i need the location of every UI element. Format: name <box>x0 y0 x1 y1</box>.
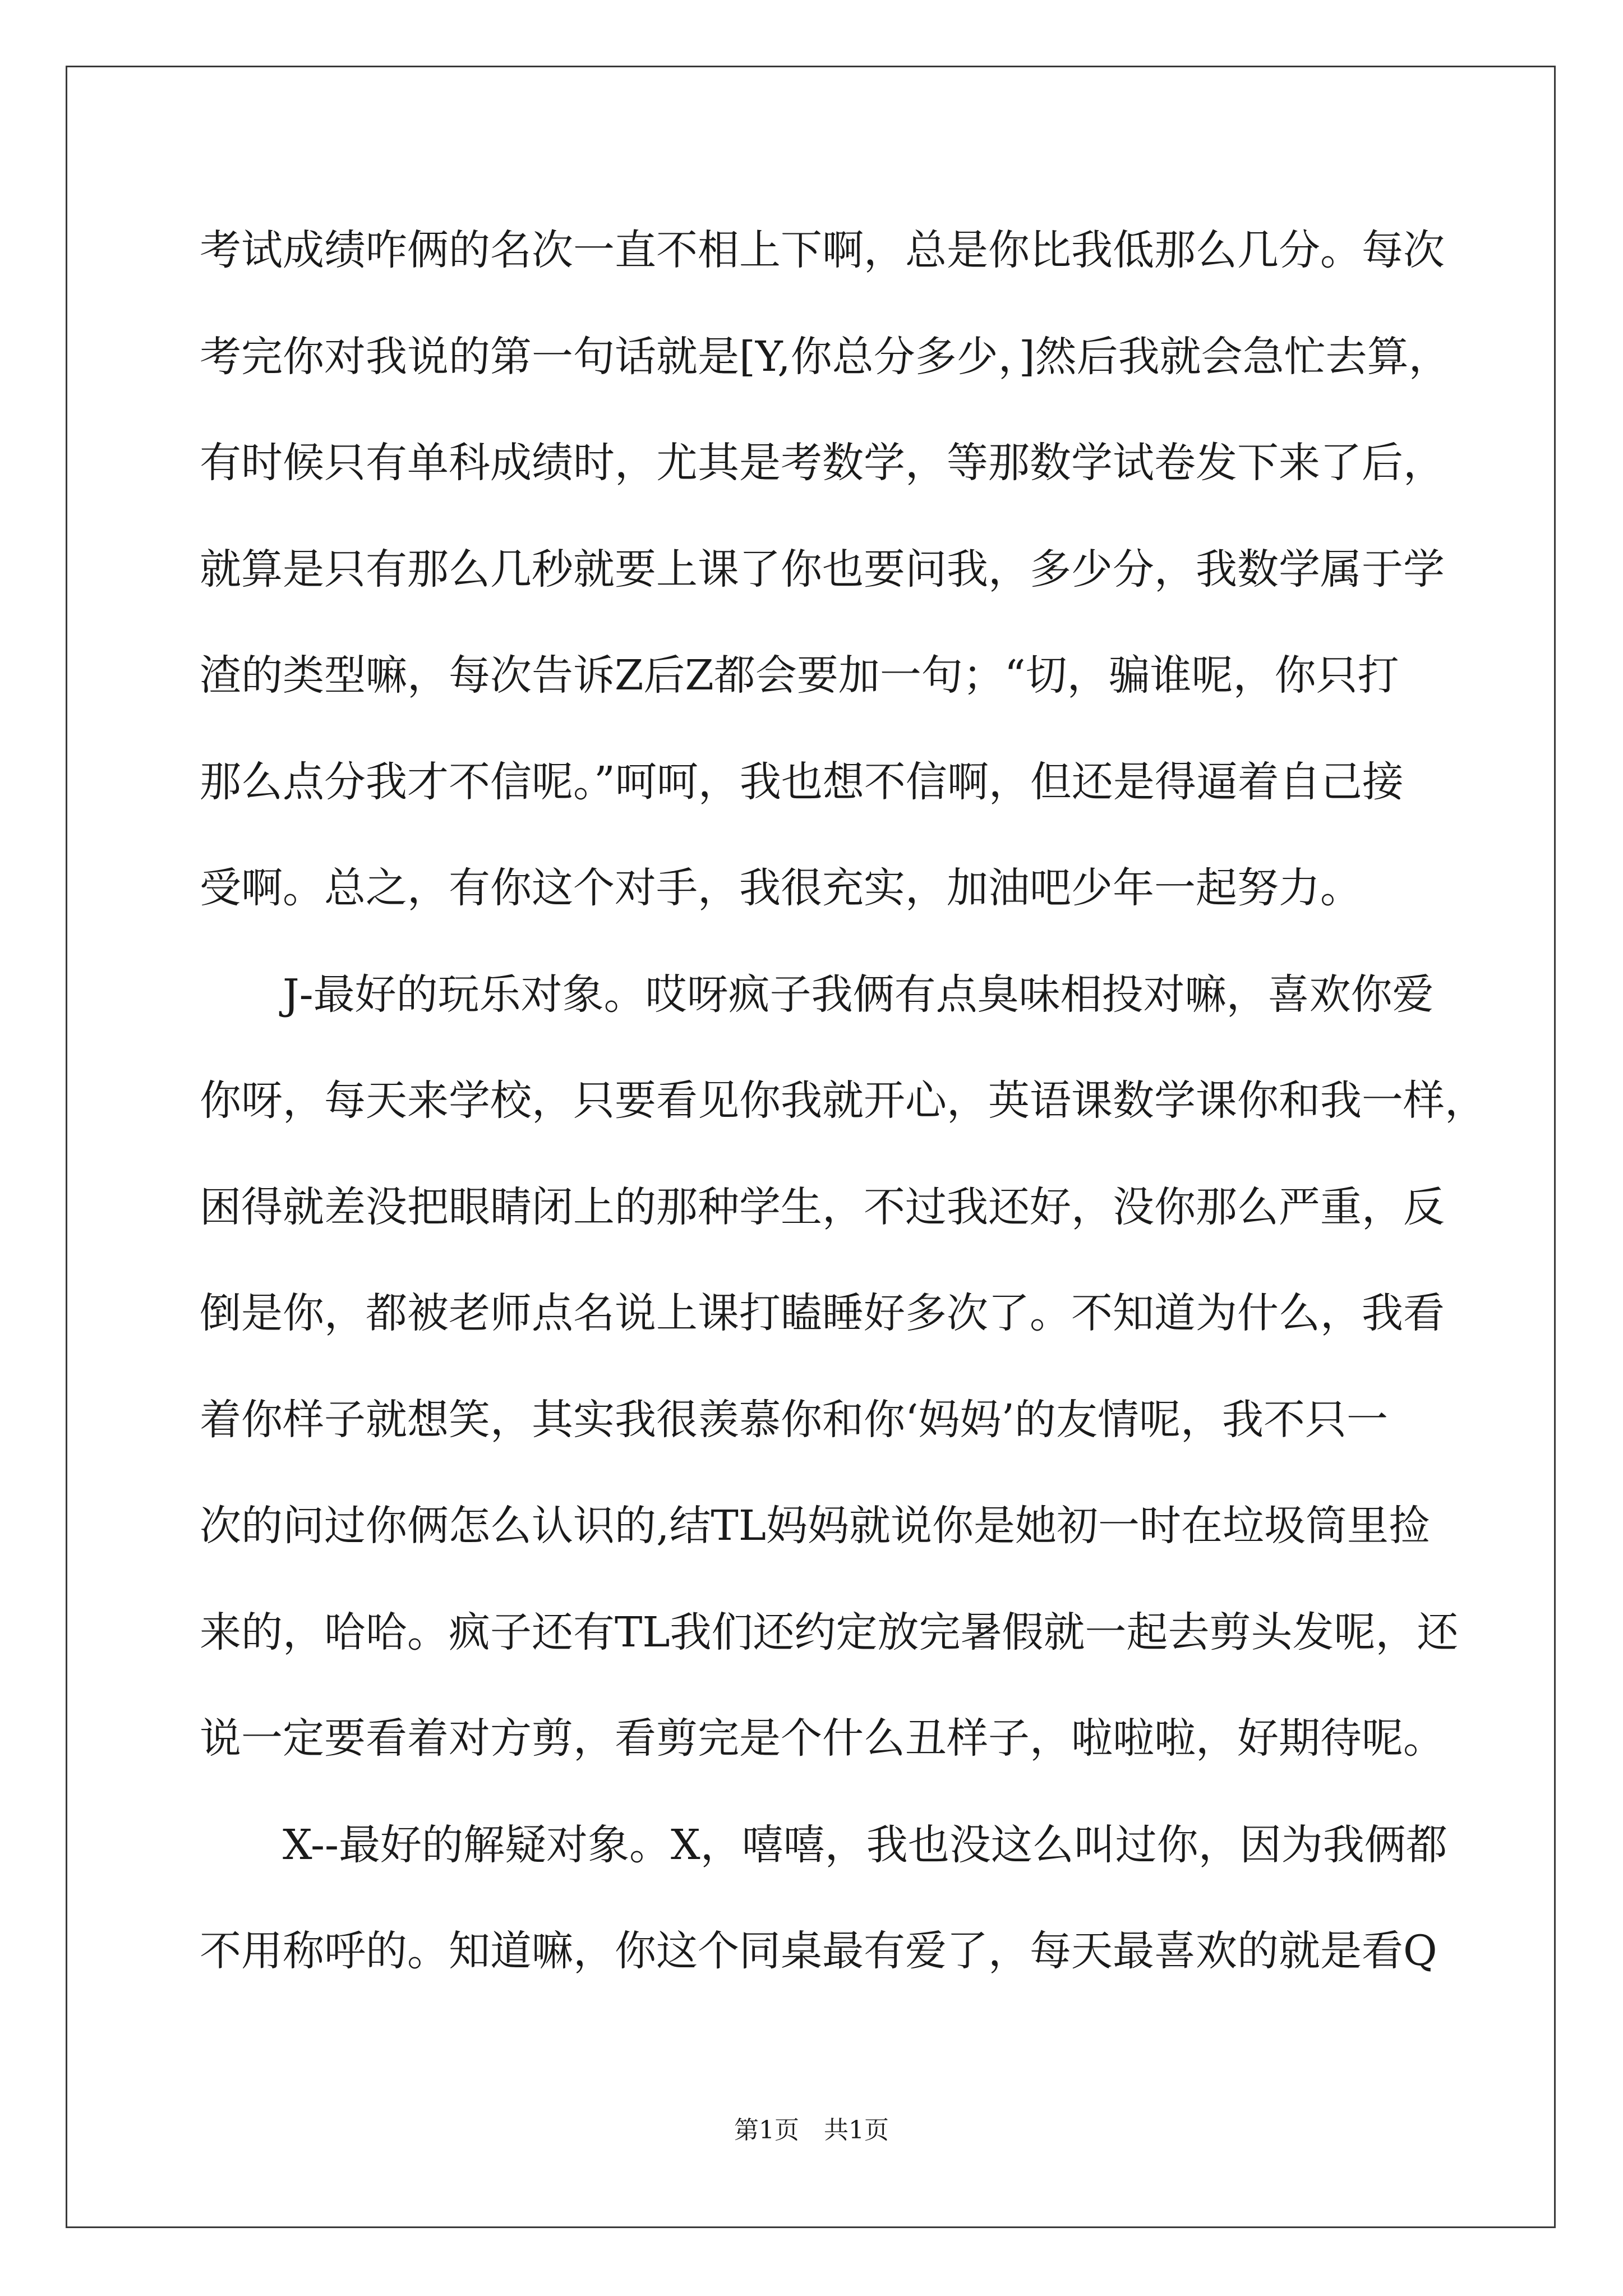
page-number: 第1页 <box>734 2116 799 2145</box>
text-line: 说一定要看着对方剪，看剪完是个什么丑样子，啦啦啦，好期待呢。 <box>200 1714 1445 1763</box>
text-line: 次的问过你俩怎么认识的,结TL妈妈就说你是她初一时在垃圾筒里捡 <box>200 1502 1431 1550</box>
text-line: 考试成绩咋俩的名次一直不相上下啊，总是你比我低那么几分。每次 <box>200 226 1445 274</box>
text-line: 倒是你，都被老师点名说上课打瞌睡好多次了。不知道为什么，我看 <box>200 1289 1445 1337</box>
text-line: 不用称呼的。知道嘛，你这个同桌最有爱了，每天最喜欢的就是看Q <box>200 1927 1437 1975</box>
text-line: 来的，哈哈。疯子还有TL我们还约定放完暑假就一起去剪头发呢，还 <box>200 1608 1459 1657</box>
text-line: 受啊。总之，有你这个对手，我很充实，加油吧少年一起努力。 <box>200 864 1362 912</box>
text-line: 着你样子就想笑，其实我很羡慕你和你‘妈妈’的友情呢，我不只一 <box>200 1395 1389 1444</box>
text-line: 困得就差没把眼睛闭上的那种学生，不过我还好，没你那么严重，反 <box>200 1182 1445 1231</box>
text-line: X--最好的解疑对象。X，嘻嘻，我也没这么叫过你，因为我俩都 <box>283 1820 1447 1869</box>
text-line: J-最好的玩乐对象。哎呀疯子我俩有点臭味相投对嘛，喜欢你爱 <box>283 970 1434 1019</box>
text-line: 有时候只有单科成绩时，尤其是考数学，等那数学试卷发下来了后， <box>200 439 1445 487</box>
text-line: 渣的类型嘛，每次告诉Z后Z都会要加一句；“切，骗谁呢，你只打 <box>200 651 1399 700</box>
text-line: 你呀，每天来学校，只要看见你我就开心，英语课数学课你和我一样， <box>200 1076 1486 1125</box>
text-line: 考完你对我说的第一句话就是[Y,你总分多少，]然后我就会急忙去算， <box>200 332 1450 381</box>
text-line: 那么点分我才不信呢。”呵呵，我也想不信啊，但还是得逼着自己接 <box>200 757 1404 806</box>
page-total: 共1页 <box>824 2116 889 2145</box>
page-footer <box>0 2114 1623 2147</box>
text-line: 就算是只有那么几秒就要上课了你也要问我，多少分，我数学属于学 <box>200 545 1445 593</box>
document-body <box>200 197 1486 2005</box>
